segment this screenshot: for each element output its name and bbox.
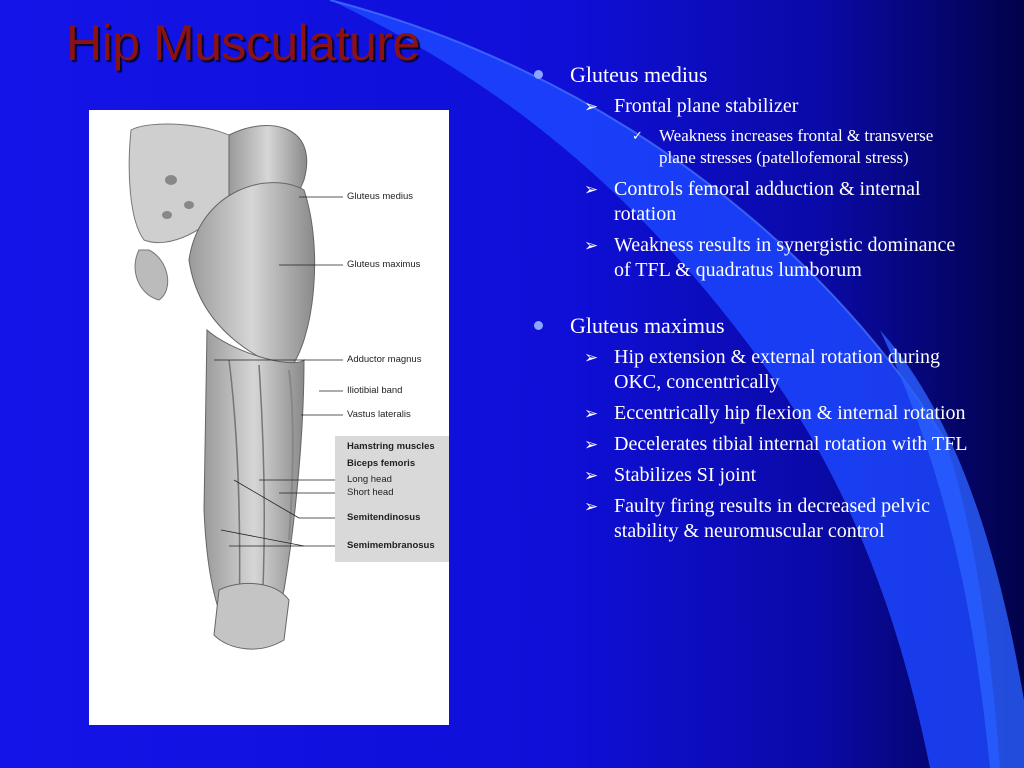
- label-adductor-magnus: Adductor magnus: [347, 354, 422, 365]
- checkmark-bullet-icon: ✓: [632, 128, 643, 143]
- arrow-bullet-icon: ➢: [584, 180, 599, 199]
- arrow-bullet-icon: ➢: [584, 97, 599, 116]
- list-item-text: Eccentrically hip flexion & internal rotation: [614, 402, 966, 424]
- list-item-text: Hip extension & external rotation during OKC, concentrically: [614, 346, 941, 393]
- list-item: [528, 177, 968, 227]
- list-item: [528, 494, 968, 544]
- list-item: [528, 432, 968, 457]
- list-item-text: Frontal plane stabilizer: [614, 95, 799, 117]
- list-item-text: Faulty firing results in decreased pelvic stability & neuromuscular control: [614, 495, 931, 542]
- list-item: [528, 94, 968, 119]
- list-item-text: Stabilizes SI joint: [614, 464, 757, 486]
- list-item: [528, 345, 968, 395]
- sub-list-item-text: Weakness increases frontal & transverse plane stresses (patellofemoral stress): [659, 126, 934, 167]
- list-item-text: Controls femoral adduction & internal rotation: [614, 178, 921, 225]
- slide-content: [528, 62, 968, 550]
- arrow-bullet-icon: ➢: [584, 236, 599, 255]
- label-short-head: Short head: [347, 487, 394, 498]
- section-heading-text: Gluteus maximus: [570, 313, 725, 338]
- section-heading-text: Gluteus medius: [570, 62, 708, 87]
- anatomy-figure: [89, 110, 449, 725]
- label-biceps-femoris: Biceps femoris: [347, 458, 416, 469]
- label-gluteus-maximus: Gluteus maximus: [347, 259, 421, 270]
- section-heading: [528, 62, 968, 87]
- bullet-dot-icon: [534, 321, 543, 330]
- list-item: [528, 463, 968, 488]
- arrow-bullet-icon: ➢: [584, 348, 599, 367]
- list-item-text: Decelerates tibial internal rotation with TFL: [614, 433, 968, 455]
- arrow-bullet-icon: ➢: [584, 497, 599, 516]
- arrow-bullet-icon: ➢: [584, 435, 599, 454]
- label-long-head: Long head: [347, 474, 392, 485]
- bullet-dot-icon: [534, 70, 543, 79]
- label-semimembranosus: Semimembranosus: [347, 540, 435, 551]
- label-semitendinosus: Semitendinosus: [347, 512, 421, 523]
- list-item: [528, 233, 968, 283]
- label-gluteus-medius: Gluteus medius: [347, 191, 414, 202]
- list-item-text: Weakness results in synergistic dominance of TFL & quadratus lumborum: [614, 234, 956, 281]
- slide-title: Hip Musculature: [66, 15, 420, 71]
- arrow-bullet-icon: ➢: [584, 466, 599, 485]
- label-hamstring-muscles: Hamstring muscles: [347, 441, 435, 452]
- section-heading: [528, 313, 968, 338]
- sub-list-item: [528, 125, 968, 169]
- arrow-bullet-icon: ➢: [584, 404, 599, 423]
- list-item: [528, 401, 968, 426]
- label-iliotibial-band: Iliotibial band: [347, 385, 403, 396]
- label-vastus-lateralis: Vastus lateralis: [347, 409, 411, 420]
